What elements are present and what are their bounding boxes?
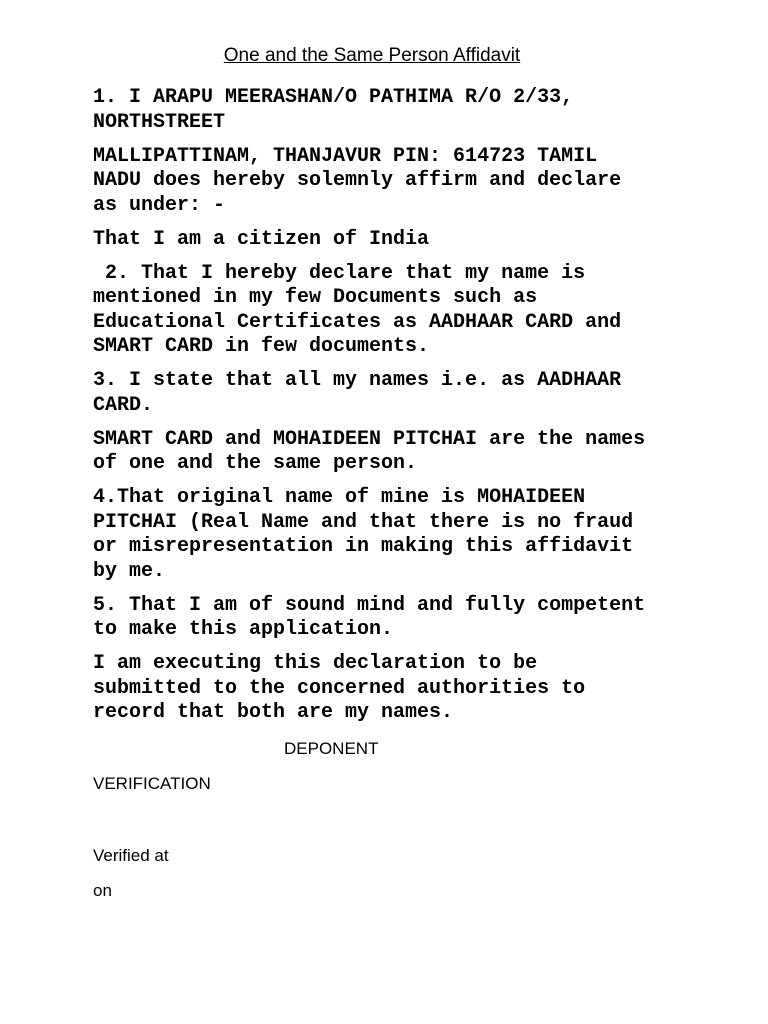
- paragraph-6: SMART CARD and MOHAIDEEN PITCHAI are the names of one and the same person.: [93, 427, 646, 475]
- paragraph-8: 5. That I am of sound mind and fully competent to make this application.: [93, 593, 646, 641]
- document-title: One and the Same Person Affidavit: [223, 45, 521, 66]
- on-label: on: [93, 881, 112, 900]
- paragraph-3: That I am a citizen of India: [93, 227, 430, 251]
- paragraph-2: MALLIPATTINAM, THANJAVUR PIN: 614723 TAMIL NADU does hereby solemnly affirm and declare as under: -: [93, 144, 622, 217]
- paragraph-4: 2. That I hereby declare that my name is mentioned in my few Documents such as Educational Certificates as AADHAAR CARD and SMART CARD in few documents.: [93, 261, 622, 358]
- paragraph-7: 4.That original name of mine is MOHAIDEEN PITCHAI (Real Name and that there is no fraud or misrepresentation in making this affidavit by me.: [93, 486, 634, 583]
- deponent-label: DEPONENT: [284, 739, 379, 758]
- paragraph-9: I am executing this declaration to be submitted to the concerned authorities to record that both are my names.: [93, 652, 586, 724]
- paragraph-1: 1. I ARAPU MEERASHAN/O PATHIMA R/O 2/33, NORTHSTREET: [93, 86, 574, 134]
- paragraph-5: 3. I state that all my names i.e. as AADHAAR CARD.: [93, 369, 622, 417]
- verified-at-label: Verified at: [93, 846, 169, 865]
- affidavit-body: [93, 86, 693, 735]
- verification-heading: VERIFICATION: [93, 774, 211, 793]
